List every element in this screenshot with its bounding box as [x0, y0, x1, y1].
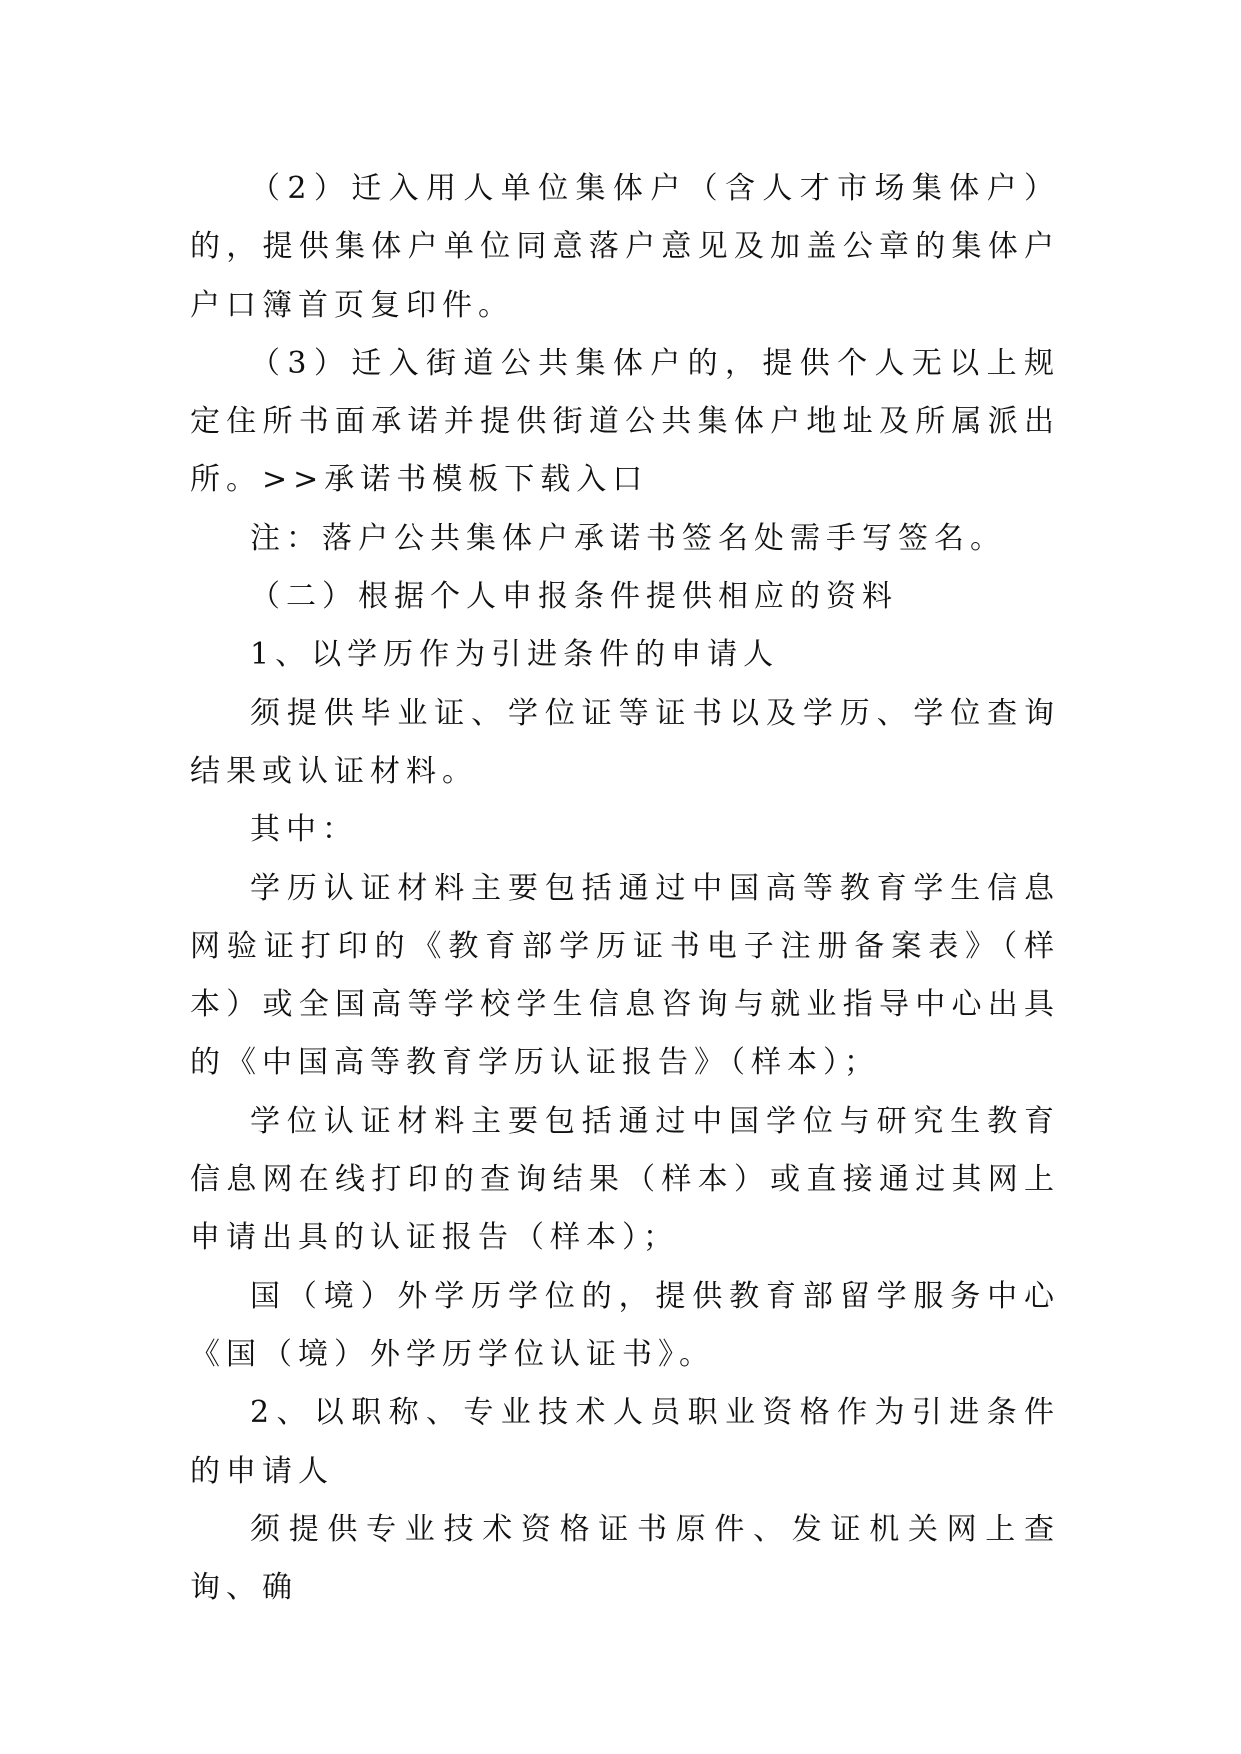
paragraph-education-requirements: 须提供毕业证、学位证等证书以及学历、学位查询结果或认证材料。 — [190, 695, 1060, 789]
paragraph-note-signature: 注：落户公共集体户承诺书签名处需手写签名。 — [250, 520, 1006, 556]
section-heading-materials: （二）根据个人申报条件提供相应的资料 — [250, 579, 898, 615]
paragraph-collective-household-employer: （2）迁入用人单位集体户（含人才市场集体户）的，提供集体户单位同意落户意见及加盖公章的集体户户口簿首页复印件。 — [190, 171, 1060, 323]
paragraph-professional-requirements: 须提供专业技术资格证书原件、发证机关网上查询、确 — [190, 1511, 1060, 1606]
paragraph-among-them: 其中： — [250, 812, 358, 848]
item-heading-professional-title: 2、以职称、专业技术人员职业资格作为引进条件的申请人 — [190, 1395, 1060, 1489]
paragraph-academic-degree-certification: 学位认证材料主要包括通过中国学位与研究生教育信息网在线打印的查询结果（样本）或直接通过其网上申请出具的认证报告（样本）； — [190, 1103, 1060, 1256]
paragraph-degree-certification: 学历认证材料主要包括通过中国高等教育学生信息网验证打印的《教育部学历证书电子注册备案表》（样本）或全国高等学校学生信息咨询与就业指导中心出具的《中国高等教育学历认证报告》（样本）； — [190, 870, 1060, 1081]
document-body — [190, 160, 1060, 1617]
paragraph-foreign-degree: 国（境）外学历学位的，提供教育部留学服务中心《国（境）外学历学位认证书》。 — [190, 1278, 1060, 1372]
item-heading-education: 1、以学历作为引进条件的申请人 — [250, 637, 780, 673]
paragraph-collective-household-street: （3）迁入街道公共集体户的，提供个人无以上规定住所书面承诺并提供街道公共集体户地址及所属派出所。>>承诺书模板下载入口 — [190, 345, 1060, 498]
